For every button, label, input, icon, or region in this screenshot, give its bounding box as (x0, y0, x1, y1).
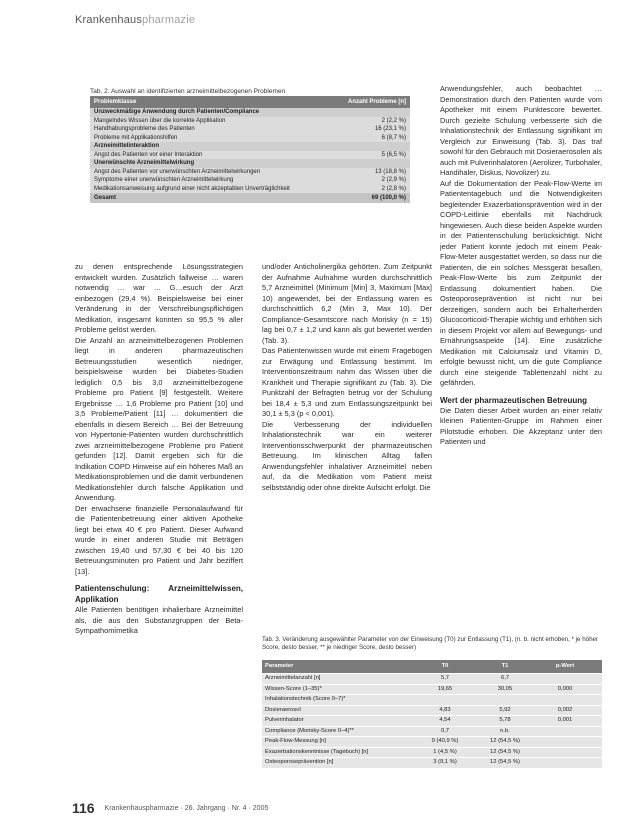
table3-cell: 4,54 (439, 717, 451, 723)
table3-cell: Compliance (Morisky-Score 0–4)** (265, 727, 354, 734)
paragraph: Die Daten dieser Arbeit wurden an einer relativ kleinen Patienten-Gruppe im Rahmen einer Pilotstudie erhoben. Die Akzeptanz unter den Patienten und (440, 405, 602, 446)
table2-cell-value: 2 (2,8 %) (381, 185, 406, 192)
table2-cell-label: Handhabungsprobleme des Patienten (94, 126, 195, 132)
table2-cell-label: Symptome einer unerwünschten Arzneimittelwirkung (94, 177, 234, 183)
table3-cell: Wissen-Score (1–35)* (265, 685, 322, 692)
table3-col-t1: T1 (501, 663, 509, 669)
table3-cell: 5,92 (499, 706, 511, 713)
table3-row (262, 737, 602, 748)
table3-row (262, 716, 602, 727)
table3-cell: Arzneimittelanzahl [n] (265, 675, 321, 681)
table2-cell-value: 2 (2,2 %) (381, 117, 406, 124)
table2-cell-label: Unerwünschte Arzneimittelwirkung (94, 160, 195, 166)
table3-header (262, 660, 602, 674)
table3-cell (535, 737, 595, 747)
table3-cell (475, 695, 535, 705)
table2-cell-value: 6 (8,7 %) (381, 134, 406, 141)
table3-row (262, 727, 602, 738)
table2-row (90, 151, 410, 160)
table3-col-p: p-Wert (555, 663, 575, 669)
table2-cell-label: Mangelndes Wissen über die korrekte Applikation (94, 117, 226, 124)
section-heading: Patientenschulung: Arzneimittelwissen, Applikation (75, 584, 243, 604)
paragraph: Die Verbesserung der individuellen Inhalationstechnik war ein weiterer Interventionsschwerpunkt der pharmazeutischen Betreuung. Im klinischen Alltag fallen Anwendungsfehler inhalativer Arzneimittel neben auf, da die Medikation vom Patient meist selbstständig oder ohne direkte Aufsicht erfolgt. Die (262, 419, 432, 492)
page-number: 116 (72, 800, 95, 816)
table3-cell: Inhalationstechnik (Score 0–7)* (265, 696, 346, 702)
table2-cell-label: Probleme mit Applikationshilfen (94, 134, 178, 141)
journal-title-accent: pharmazie (142, 14, 196, 26)
table2-row (90, 117, 410, 126)
table3-row (262, 758, 602, 769)
table3-cell: Exazerbationskenntnisse (Tagebuch) [n] (265, 748, 369, 755)
table3-col-parameter: Parameter (265, 663, 294, 669)
table2-category-row (90, 142, 410, 151)
table3-cell: 12 (54,5 %) (490, 748, 520, 755)
table3-row (262, 685, 602, 696)
table2-row (90, 134, 410, 143)
table3-cell: n.b. (500, 727, 510, 734)
page-footer (72, 800, 268, 816)
table3-col-t0: T0 (441, 663, 449, 669)
table2-row (90, 185, 410, 194)
table3-cell: 4,83 (439, 706, 451, 713)
table2 (90, 96, 410, 203)
table2-header (90, 96, 410, 108)
table2-category-row (90, 159, 410, 168)
table3-cell: Dosieraerosol (265, 706, 301, 713)
table3-cell (535, 758, 595, 768)
table3-cell: 9 (40,9 %) (431, 738, 459, 744)
table2-cell-label: Angst des Patienten vor unerwünschten Arzneimittelwirkungen (94, 168, 261, 175)
paragraph: Das Patientenwissen wurde mit einem Fragebogen zur Erwägung und Entlassung bestimmt. Im Interventionszeitraum nahm das Wissen über die Krankheit und Therapie signifikant zu (Tab. 3). Die Punktzahl der Befragten betrug vor der Schulung bei 18,4 ± 5,3 und zum Entlassungszeitpunkt bei 30,1 ± 5,3 (p < 0,001). (262, 346, 432, 418)
table2-category-row (90, 108, 410, 117)
text-column-2 (262, 262, 432, 493)
table3 (262, 660, 602, 769)
table3-cell (535, 695, 595, 705)
table2-cell-label: Angst des Patienten vor einer Interaktion (94, 151, 203, 158)
paragraph: zu denen entsprechende Lösungsstrategien entwickelt wurden. Zusätzlich fallweise … waren notwendig … war … G…esuch der Arzt einbezogen (29,4 %). Beispielsweise bei einer Veränderung in der Verschreibungspflichtigen Medikation, insgesamt konnten so 95,5 % aller Probleme gelöst werden. (75, 262, 243, 334)
table3-cell: Pulverinhalator (265, 717, 304, 723)
table3-cell (535, 727, 595, 737)
footer-citation: Krankenhauspharmazie · 26. Jahrgang · Nr. 4 · 2005 (104, 804, 269, 812)
table2-cell-label: Arzneimittelinteraktion (94, 143, 160, 149)
table3-cell (535, 674, 595, 684)
paragraph: Der erwachsene finanzielle Personalaufwand für die Patientenbetreuung einer aktiven Apotheke liegt bei etwa 40 € pro Patient. Dieser Aufwand wurde in einer anderen Studie mit Beträgen zwischen 19,40 und 57,30 € bei 40 bis 120 Betreuungsminuten pro Patient und Jahr beziffert [13]. (75, 503, 243, 576)
journal-header (75, 14, 195, 26)
text-column-3 (440, 84, 602, 448)
table3-cell: 0,002 (557, 706, 573, 713)
paragraph: Auf die Dokumentation der Peak-Flow-Werte im Patiententagebuch und die Notwendigkeiten begleitender Exazerbationsprävention wird in der COPD-Leitlinie ebenfalls mit Nachdruck hingewiesen. Auch diese beiden Aspekte wurden in der Patientenschulung berücksichtigt. Nicht jeder Patient konnte jedoch mit einem Peak-Flow-Meter ausgestattet werden, so dass nur die Patienten, die ein solches Messgerät besaßen, Peak-Flow-Werte bis zum Zeitpunkt der Entlassung dokumentiert haben. Die Osteoporoseprävention ist nicht nur bei derzeitigen, sondern auch bei Erhalterherden Glucocorticoid-Therapie wichtig und erhöhen sich in diesem Projekt vor allem auf Bewegungs- und Ernährungsaspekte [14]. Eine zusätzliche Medikation mit Calciumsalz und Vitamin D, erfolgte bewusst nicht, um die gute Compliance durch eine steigende Tablettenzahl nicht zu gefährden. (440, 178, 602, 387)
paragraph: Die Anzahl an arzneimittelbezogenen Problemen liegt in anderen pharmazeutischen Betreuungsstudien wesentlich niedriger, beispielsweise wurden bei Diabetes-Studien lediglich 0,5 bis 3,0 arzneimittelbezogene Probleme pro Patient [9] festgestellt. Weitere Ergebnisse … 1,6 Probleme pro Patient [10] und 3,5 Probleme/Patient [11] … dokumentiert die ebenfalls in diesem Bereich … Bei der Betreuung von Hypertonie-Patienten wurden durchschnittlich zwei arzneimittelbezogene Probleme pro Patient gefunden [12]. Damit ergeben sich für die Indikation COPD Hinweise auf ein höheres Maß an Medikationsproblemen und die damit verbundenen Medikationsfehler durch falsche Applikation und Anwendung. (75, 335, 243, 502)
table3-cell: 6,7 (500, 675, 510, 681)
table2-cell-label: Unzweckmäßige Anwendung durch Patienten/Compliance (94, 109, 260, 115)
table2-col-count: Anzahl Probleme [n] (347, 99, 406, 105)
section-heading: Wert der pharmazeutischen Betreuung (440, 395, 587, 405)
table2-row (90, 125, 410, 134)
table3-cell: 19,65 (437, 685, 453, 692)
table2-cell-value: 13 (18,8 %) (374, 168, 406, 175)
paragraph: Anwendungsfehler, auch beobachtet … Demonstration durch den Patienten wurde vom Apotheker mit einem Punktescore bewertet. Durch gezielte Schulung verbesserte sich die Inhalationstechnik der Entlassung signifikant im Vergleich zur Einweisung (Tab. 3). Das traf sowohl für den Gebrauch mit Dosieraerosolen als auch mit Pulverinhalatoren (Aerolizer, Turbohaler, Handihaler, Diskus, Novolizer) zu. (440, 84, 602, 177)
table3-row (262, 748, 602, 759)
table2-caption: Tab. 2. Auswahl an identifizierten arzneimittelbezogenen Problemen (90, 88, 286, 95)
table3-cell: 0,000 (557, 685, 573, 692)
table3-cell: 12 (54,5 %) (490, 738, 520, 744)
table3-cell: Peak-Flow-Messung [n] (265, 738, 326, 744)
table2-row (90, 168, 410, 177)
table2-cell-value: 16 (23,1 %) (374, 126, 406, 132)
journal-title: Krankenhaus (75, 14, 143, 26)
table3-cell (415, 695, 475, 705)
table3-cell: 5,7 (440, 675, 450, 681)
table2-total-row (90, 193, 410, 203)
table2-cell-value (336, 108, 406, 117)
table2-cell-value (336, 159, 406, 168)
table2-cell-value (336, 142, 406, 151)
text-column-1 (75, 262, 243, 637)
table3-row (262, 674, 602, 685)
table3-cell: 0,001 (557, 717, 573, 723)
table3-caption: Tab. 3. Veränderung ausgewählter Parameter von der Einweisung (T0) zur Entlassung (T1), (n. b. nicht erhoben, * je höher Score, desto besser, ** je niedriger Score, desto besser) (262, 636, 599, 651)
table3-cell: 3 (9,1 %) (433, 759, 457, 765)
table2-cell-value: 2 (2,9 %) (381, 177, 406, 183)
table3-cell: 0,7 (440, 727, 450, 734)
table3-cell (535, 748, 595, 758)
table2-cell-value: 5 (6,5 %) (381, 151, 406, 158)
table2-cell-label: Medikationsanweisung aufgrund einer nicht akzeptablen Unverträglichkeit (94, 185, 290, 192)
table3-cell: Osteoporoseprävention [n] (265, 759, 334, 765)
table2-total-value: 69 (100,0 %) (371, 195, 406, 201)
table3-row (262, 695, 602, 706)
table3-cell: 30,05 (497, 685, 513, 692)
table2-col-problem: Problemklasse (94, 99, 137, 105)
table2-total-label: Gesamt (94, 195, 117, 201)
paragraph: und/oder Anticholinergika gehörten. Zum Zeitpunkt der Aufnahme Aufnahme wurden durchschnittlich 5,7 Arzneimittel (Minimum [Min] 3, Maximum [Max] 10) angewendet, bei der Entlassung waren es durchschnittlich 6,2 (Min 3, Max 10). Der Compliance-Gesamtscore nach Morisky (n = 15) lag bei 0,7 ± 1,2 und kann als gut bewertet werden (Tab. 3). (262, 262, 432, 345)
table3-row (262, 706, 602, 717)
table3-cell: 12 (54,5 %) (490, 759, 520, 765)
table3-cell: 1 (4,5 %) (433, 748, 457, 755)
paragraph: Alle Patienten benötigen inhalierbare Arzneimittel als, die aus den Substanzgruppen der Beta-Sympathomimetika (75, 605, 243, 635)
table3-cell: 5,78 (499, 717, 511, 723)
table2-row (90, 176, 410, 185)
